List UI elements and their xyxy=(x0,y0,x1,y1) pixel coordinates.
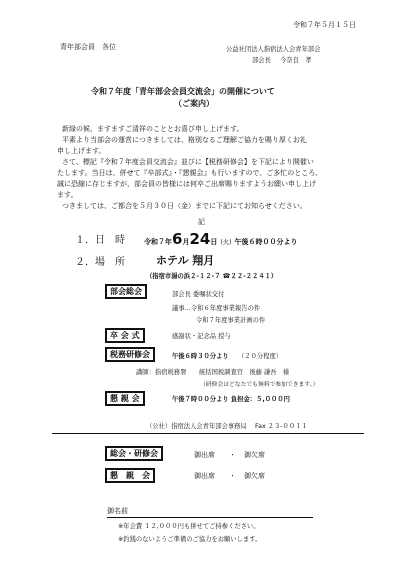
reply-label-meeting: 総会・研修会 xyxy=(105,446,163,461)
agenda-label-party: 懇 親 会 xyxy=(105,391,145,406)
body-line: つきましては、ご都合を５月３０日（金）までに下記にてお知らせください。 xyxy=(62,202,307,210)
reply-attend-option[interactable]: 御出席 xyxy=(194,451,215,459)
body-line: 新緑の候、ますますご清祥のこととお喜び申し上げます。 xyxy=(62,125,244,133)
agenda-label-general-meeting: 部会総会 xyxy=(105,284,147,299)
sender-org: 公益社団法人指宿法人会青年部会 xyxy=(226,46,321,53)
when-value xyxy=(144,229,298,248)
body-line: 申し上げます。 xyxy=(57,147,106,155)
seminar-lecturer: 講師：指宿税務署 統括国税調査官 後藤 謙吾 様 xyxy=(136,369,290,376)
sender-name: 今奈良 孝 xyxy=(280,57,312,64)
agenda-line: 議事…令和６年度事業報告の件 xyxy=(172,305,261,312)
doc-title: 令和７年度「青年部会会員交流会」の開催について xyxy=(91,87,275,96)
when-month: 6 xyxy=(172,230,183,248)
body-line: さて、標記『令和７年度会員交流会』並びに【税務研修会】を下記により開催い xyxy=(62,158,314,166)
where-venue: ホテル 翔月 xyxy=(156,254,215,267)
party-detail: 午後７時００分より 負担金：５,０００円 xyxy=(172,396,290,403)
body-line: たします。当日は、併せて『卒部式』・『懇親会』も行いますので、ご多忙のところ、 xyxy=(57,169,323,177)
seminar-note: （研修会はどなたでも無料で参加できます。） xyxy=(200,382,319,388)
signature-label: 御名前 xyxy=(107,507,128,515)
footnote: ※年会費 １２,０００円も併せてご持参ください。 xyxy=(118,523,260,530)
agenda-line: 部会長 委嘱状交付 xyxy=(172,291,225,298)
agenda-label-graduation: 卒 会 式 xyxy=(105,328,145,343)
agenda-label-tax-seminar: 税務研修会 xyxy=(105,347,155,362)
reply-separator: ・ xyxy=(229,451,236,459)
where-address: （指宿市湯の浜２-１２-７ ☎２２-２２４１） xyxy=(146,273,278,280)
contact-line: （公社）指宿法人会青年部会事務局 Fax ２３-００１１ xyxy=(146,423,308,430)
ki-mark: 記 xyxy=(198,218,205,226)
reply-label-party: 懇 親 会 xyxy=(105,468,155,483)
reply-separator: ・ xyxy=(229,472,236,480)
body-line: 誠に恐縮に存じますが、部会員の皆様には何卒ご出席賜りますようお願い申し上げ xyxy=(57,180,316,188)
when-dow: (火) xyxy=(220,239,232,246)
when-pre: 令和７年 xyxy=(144,238,172,246)
where-label: ２．場 所 xyxy=(75,257,125,268)
when-day: 24 xyxy=(189,230,211,248)
reply-absent-option[interactable]: 御欠席 xyxy=(244,451,265,459)
footnote: ※釣銭のないようご準備のご協力をお願いします。 xyxy=(118,536,262,543)
reply-absent-option[interactable]: 御欠席 xyxy=(244,472,265,480)
signature-field[interactable] xyxy=(107,517,313,518)
document-date: 令和７年５月１５日 xyxy=(293,21,356,29)
when-label: １．日 時 xyxy=(75,235,125,246)
agenda-line: 令和７年度事業計画の件 xyxy=(196,317,266,324)
recipient: 青年部会員 各位 xyxy=(60,43,116,51)
section-divider xyxy=(52,433,364,434)
seminar-duration: （２０分程度） xyxy=(238,353,283,360)
sender-title: 部会長 xyxy=(252,57,271,64)
seminar-time: 午後６時３０分より xyxy=(172,353,229,360)
agenda-line: 感謝状・記念品 授与 xyxy=(172,333,231,340)
when-mid1: 月 xyxy=(182,238,190,246)
when-mid2: 日 xyxy=(210,238,218,246)
body-line: 平素より当部会の運営につきましては、格別なるご理解ご協力を賜り厚くお礼 xyxy=(62,136,307,144)
doc-subtitle: （ご案内） xyxy=(174,99,214,108)
when-time: 午後６時００分より xyxy=(234,238,298,246)
body-line: ます。 xyxy=(57,191,78,199)
reply-attend-option[interactable]: 御出席 xyxy=(194,472,215,480)
